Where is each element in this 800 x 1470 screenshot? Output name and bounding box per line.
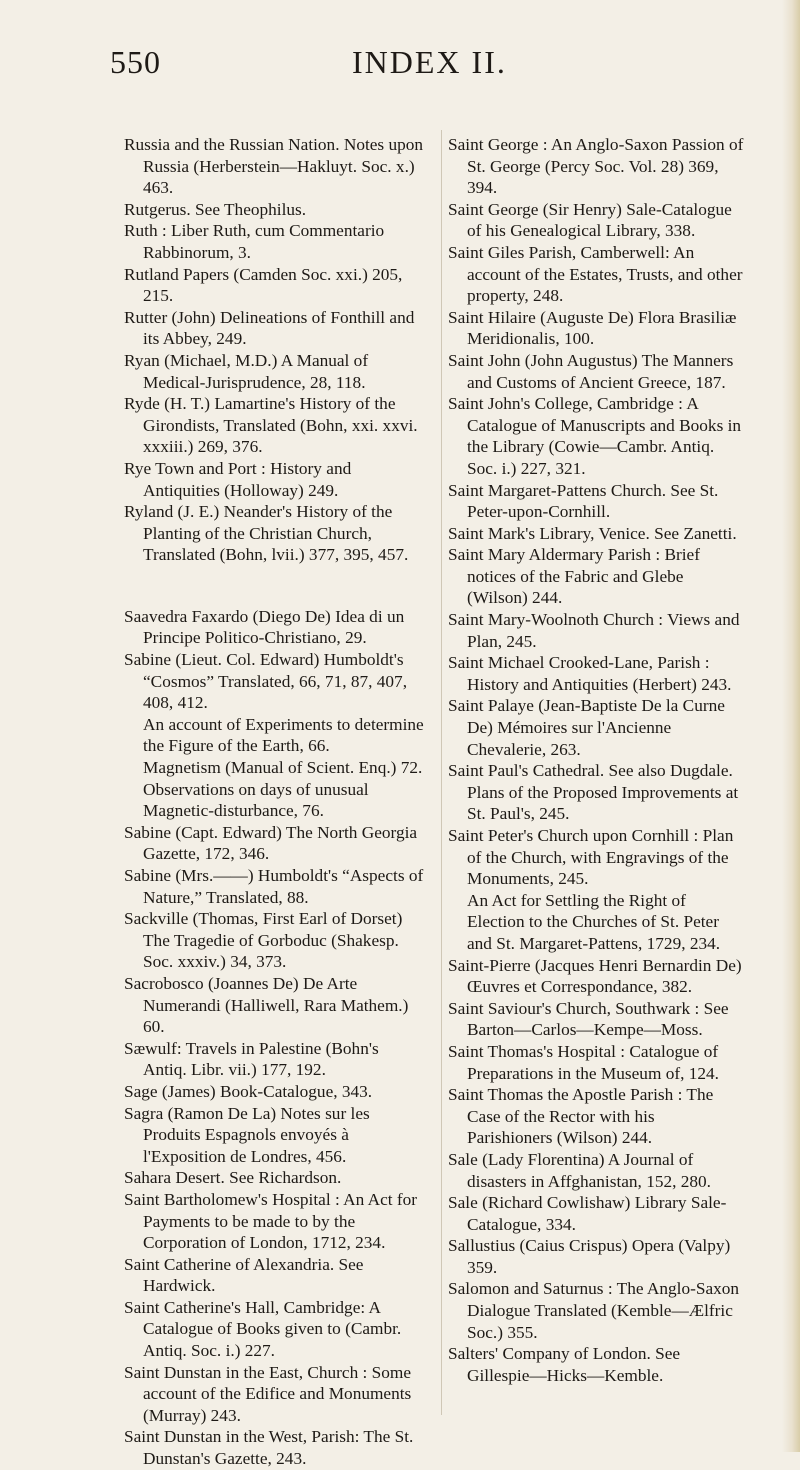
index-entry: Ryan (Michael, M.D.) A Manual of Medical-Jurisprudence, 28, 118. bbox=[124, 350, 369, 392]
index-subentry: An account of Experiments to determine the Figure of the Earth, 66. bbox=[143, 714, 424, 756]
index-entry: Saint George : An Anglo-Saxon Passion of St. George (Percy Soc. Vol. 28) 369, 394. bbox=[448, 135, 744, 198]
index-entry: Sallustius (Caius Crispus) Opera (Valpy) 359. bbox=[448, 1236, 731, 1277]
index-entry: Saint Mary-Woolnoth Church : Views and Plan, 245. bbox=[448, 610, 740, 651]
index-entry: Ruth : Liber Ruth, cum Commentario Rabbinorum, 3. bbox=[124, 221, 385, 262]
index-entry: Saint Palaye (Jean-Baptiste De la Curne De) Mémoires sur l'Ancienne Chevalerie, 263. bbox=[448, 696, 725, 759]
index-entry: Sabine (Capt. Edward) The North Georgia Gazette, 172, 346. bbox=[124, 822, 418, 864]
index-entry: Sacrobosco (Joannes De) De Arte Numerandi (Halliwell, Rara Mathem.) 60. bbox=[124, 973, 409, 1037]
index-entry: Saint Catherine of Alexandria. See Hardwick. bbox=[124, 1254, 364, 1296]
index-entry: Saint Bartholomew's Hospital : An Act for Payments to be made to by the Corporation of London, 1712, 234. bbox=[124, 1189, 418, 1253]
index-entry: Saint Paul's Cathedral. See also Dugdale. Plans of the Proposed Improvements at St. Paul's, 245. bbox=[448, 761, 739, 824]
page-edge-shadow bbox=[782, 0, 800, 1452]
page-header bbox=[110, 44, 720, 94]
index-entry: Sahara Desert. See Richardson. bbox=[124, 1168, 342, 1188]
index-entry: Rutgerus. See Theophilus. bbox=[124, 199, 307, 219]
column-divider bbox=[441, 130, 442, 1415]
index-entry: Saint Thomas's Hospital : Catalogue of Preparations in the Museum of, 124. bbox=[448, 1041, 719, 1083]
index-entry: Ryde (H. T.) Lamartine's History of the Girondists, Translated (Bohn, xxi. xxvi. xxxiii.) 269, 376. bbox=[124, 394, 418, 457]
index-entry: Saint John's College, Cambridge : A Catalogue of Manuscripts and Books in the Library (Cowie—Cambr. Antiq. Soc. i.) 227, 321. bbox=[448, 394, 742, 478]
index-entry: Saint Thomas the Apostle Parish : The Case of the Rector with his Parishioners (Wilson) 244. bbox=[448, 1085, 714, 1148]
index-subentry: An Act for Settling the Right of Election to the Churches of St. Peter and St. Margaret-Pattens, 1729, 234. bbox=[467, 890, 721, 953]
index-subentry: Observations on days of unusual Magnetic-disturbance, 76. bbox=[143, 779, 369, 821]
index-entry: Sale (Lady Florentina) A Journal of disasters in Affghanistan, 152, 280. bbox=[448, 1149, 711, 1191]
index-entry: Saavedra Faxardo (Diego De) Idea di un Principe Politico-Christiano, 29. bbox=[124, 606, 405, 648]
index-subentry: Magnetism (Manual of Scient. Enq.) 72. bbox=[143, 758, 423, 778]
right-index-column bbox=[448, 134, 744, 1386]
index-entry: Saint Mary Aldermary Parish : Brief notices of the Fabric and Glebe (Wilson) 244. bbox=[448, 545, 700, 608]
section-gap bbox=[124, 566, 424, 606]
index-entry: Saint Catherine's Hall, Cambridge: A Catalogue of Books given to (Cambr. Antiq. Soc. i.) 227. bbox=[124, 1297, 402, 1361]
index-entry: Saint-Pierre (Jacques Henri Bernardin De) Œuvres et Correspondance, 382. bbox=[448, 955, 742, 997]
index-entry: Rye Town and Port : History and Antiquities (Holloway) 249. bbox=[124, 458, 352, 500]
index-entry: Saint Michael Crooked-Lane, Parish : History and Antiquities (Herbert) 243. bbox=[448, 653, 732, 694]
page-number: 550 bbox=[110, 44, 161, 80]
index-entry: Saint Dunstan in the West, Parish: The St. Dunstan's Gazette, 243. bbox=[124, 1427, 414, 1469]
index-entry: Sæwulf: Travels in Palestine (Bohn's Antiq. Libr. vii.) 177, 192. bbox=[124, 1038, 379, 1080]
index-entry: Sagra (Ramon De La) Notes sur les Produits Espagnols envoyés à l'Exposition de Londres, 456. bbox=[124, 1103, 370, 1166]
index-entry: Saint Peter's Church upon Cornhill : Plan of the Church, with Engravings of the Monuments, 245. bbox=[448, 826, 734, 889]
page-title: INDEX II. bbox=[352, 44, 507, 80]
index-entry: Sabine (Mrs.——) Humboldt's “Aspects of Nature,” Translated, 88. bbox=[124, 866, 424, 907]
index-entry: Sabine (Lieut. Col. Edward) Humboldt's “Cosmos” Translated, 66, 71, 87, 407, 408, 412. bbox=[124, 650, 408, 713]
index-entry: Saint George (Sir Henry) Sale-Catalogue of his Genealogical Library, 338. bbox=[448, 199, 732, 241]
index-entry: Salomon and Saturnus : The Anglo-Saxon Dialogue Translated (Kemble—Ælfric Soc.) 355. bbox=[448, 1279, 740, 1342]
index-entry: Russia and the Russian Nation. Notes upon Russia (Herberstein—Hakluyt. Soc. x.) 463. bbox=[124, 135, 424, 198]
index-entry: Salters' Company of London. See Gillespie—Hicks—Kemble. bbox=[448, 1344, 681, 1385]
index-entry: Sackville (Thomas, First Earl of Dorset) The Tragedie of Gorboduc (Shakesp. Soc. xxxiv.) 34, 373. bbox=[124, 909, 403, 972]
index-entry: Saint Hilaire (Auguste De) Flora Brasiliæ Meridionalis, 100. bbox=[448, 307, 737, 349]
index-entry: Saint Margaret-Pattens Church. See St. Peter-upon-Cornhill. bbox=[448, 480, 719, 522]
index-entry: Saint Giles Parish, Camberwell: An account of the Estates, Trusts, and other property, 248. bbox=[448, 242, 743, 306]
index-entry: Saint Dunstan in the East, Church : Some account of the Edifice and Monuments (Murray) 243. bbox=[124, 1362, 412, 1425]
left-index-column bbox=[124, 134, 424, 1470]
index-entry: Rutter (John) Delineations of Fonthill and its Abbey, 249. bbox=[124, 307, 415, 349]
index-entry: Rutland Papers (Camden Soc. xxi.) 205, 215. bbox=[124, 264, 403, 306]
index-entry: Saint Saviour's Church, Southwark : See Barton—Carlos—Kempe—Moss. bbox=[448, 998, 729, 1040]
index-entry: Sale (Richard Cowlishaw) Library Sale-Catalogue, 334. bbox=[448, 1193, 727, 1234]
index-entry: Saint John (John Augustus) The Manners and Customs of Ancient Greece, 187. bbox=[448, 350, 734, 392]
index-entry: Saint Mark's Library, Venice. See Zanetti. bbox=[448, 523, 737, 543]
index-entry: Sage (James) Book-Catalogue, 343. bbox=[124, 1081, 373, 1101]
index-entry: Ryland (J. E.) Neander's History of the Planting of the Christian Church, Translated (Bohn, lvii.) 377, 395, 457. bbox=[124, 502, 409, 565]
